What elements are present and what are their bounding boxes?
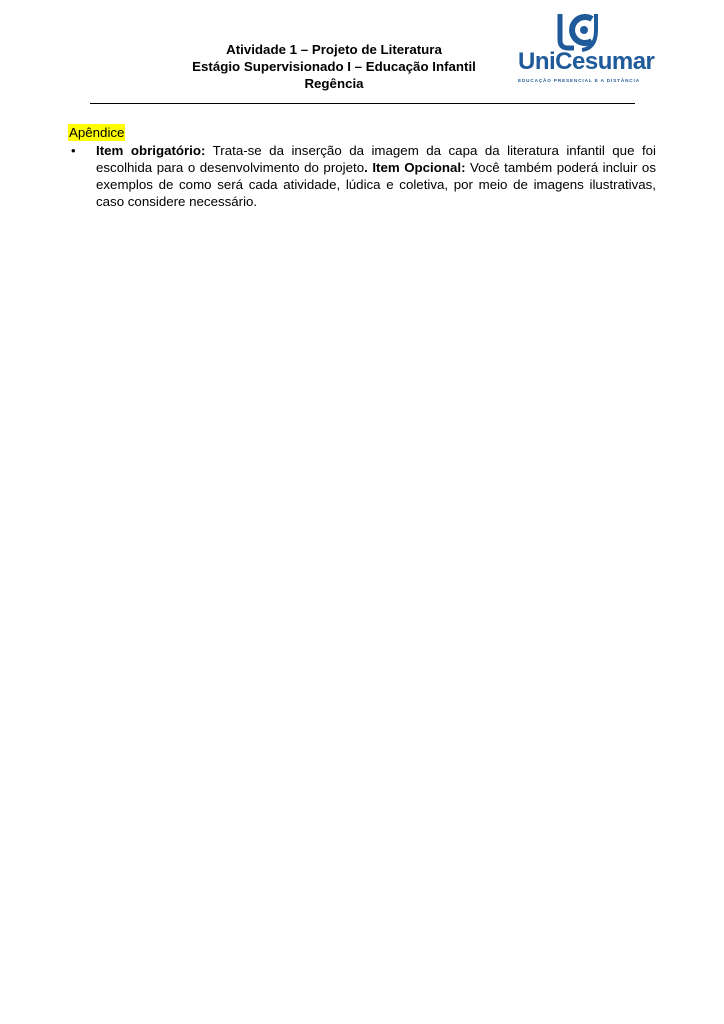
header-title-activity: Atividade 1 – Projeto de Literatura <box>226 42 442 57</box>
logo-tagline: EDUCAÇÃO PRESENCIAL E A DISTÂNCIA <box>518 78 640 83</box>
bullet-list <box>68 142 656 210</box>
header-title-course: Estágio Supervisionado I – Educação Infantil <box>192 59 476 74</box>
document-body <box>68 124 656 210</box>
required-item-text: Trata-se da inserção da imagem da capa da literatura infantil que foi escolhida para o desenvolvimento do projeto <box>96 143 656 175</box>
header-title-topic: Regência <box>304 76 364 91</box>
required-item-label: Item obrigatório: <box>96 143 206 158</box>
header-divider <box>90 103 635 104</box>
unicesumar-logo-icon <box>512 10 662 52</box>
optional-item-label: . Item Opcional: <box>364 160 466 175</box>
unicesumar-logo <box>512 10 662 86</box>
logo-wordmark: UniCesumar <box>518 48 655 75</box>
optional-item-text: Você também poderá incluir os exemplos de como será cada atividade, lúdica e coletiva, por meio de imagens ilustrativas, caso considere necessário. <box>96 160 656 209</box>
header-titles <box>150 41 518 92</box>
section-title-apendice: Apêndice <box>69 125 125 140</box>
page-header <box>0 0 724 110</box>
bullet-icon: • <box>71 143 76 158</box>
list-item <box>68 142 656 210</box>
